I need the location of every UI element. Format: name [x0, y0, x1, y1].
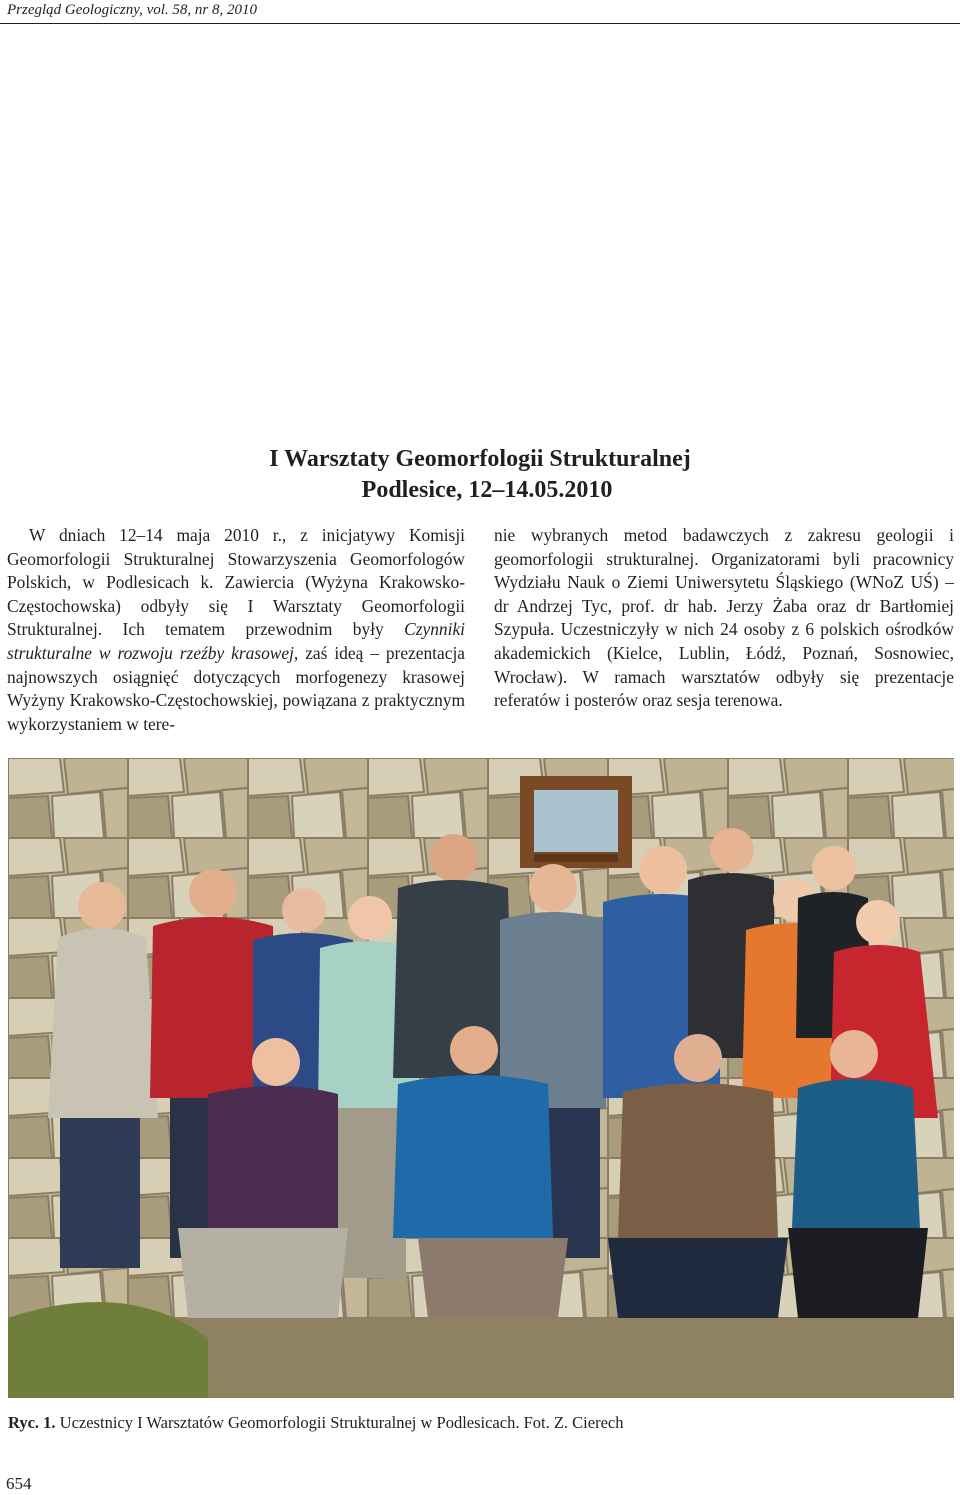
title-line-1: I Warsztaty Geomorfologii Strukturalnej — [269, 446, 691, 472]
left-text-italic: Czynniki strukturalne w rozwoju rzeźby krasowej, — [7, 619, 465, 663]
left-text-2: zaś ideą – prezentacja najnowszych osiągnięć dotyczących morfogenezy krasowej Wyżyny Krakowsko-Częstochowskiej, powiązana z praktycznym wykorzystaniem w tere- — [7, 642, 465, 734]
left-column-paragraph — [7, 524, 465, 736]
running-head: Przegląd Geologiczny, vol. 58, nr 8, 2010 — [7, 2, 257, 18]
window — [520, 776, 632, 868]
right-column — [494, 524, 954, 713]
group-photo — [8, 758, 954, 1398]
title-line-2: Podlesice, 12–14.05.2010 — [361, 477, 613, 503]
left-column — [7, 524, 465, 736]
figure-caption-text: Uczestnicy I Warsztatów Geomorfologii Strukturalnej w Podlesicach. Fot. Z. Cierech — [55, 1413, 624, 1432]
article-title — [0, 444, 960, 506]
figure-label: Ryc. 1. — [8, 1413, 56, 1432]
header-rule — [0, 23, 960, 24]
right-column-paragraph: nie wybranych metod badawczych z zakresu geologii i geomorfologii strukturalnej. Organizatorami byli pracownicy Wydziału Nauk o Ziemi Uniwersytetu Śląskiego (WNoZ UŚ) – dr Andrzej Tyc, prof. dr hab. Jerzy Żaba oraz dr Bartłomiej Szypuła. Uczestniczyły w nich 24 osoby z 6 polskich ośrodków akademickich (Kielce, Lublin, Łódź, Poznań, Sosnowiec, Wrocław). W ramach warsztatów odbyły się prezentacje referatów i posterów oraz sesja terenowa. — [494, 525, 954, 711]
figure-caption — [8, 1413, 623, 1433]
left-text-1: W dniach 12–14 maja 2010 r., z inicjatywy Komisji Geomorfologii Strukturalnej Stowarzyszenia Geomorfologów Polskich, w Podlesicach k. Zawiercia (Wyżyna Krakowsko-Częstochowska) odbyły się I Warsztaty Geomorfologii Strukturalnej. Ich tematem przewodnim były — [7, 525, 465, 640]
page-number: 654 — [6, 1474, 32, 1493]
